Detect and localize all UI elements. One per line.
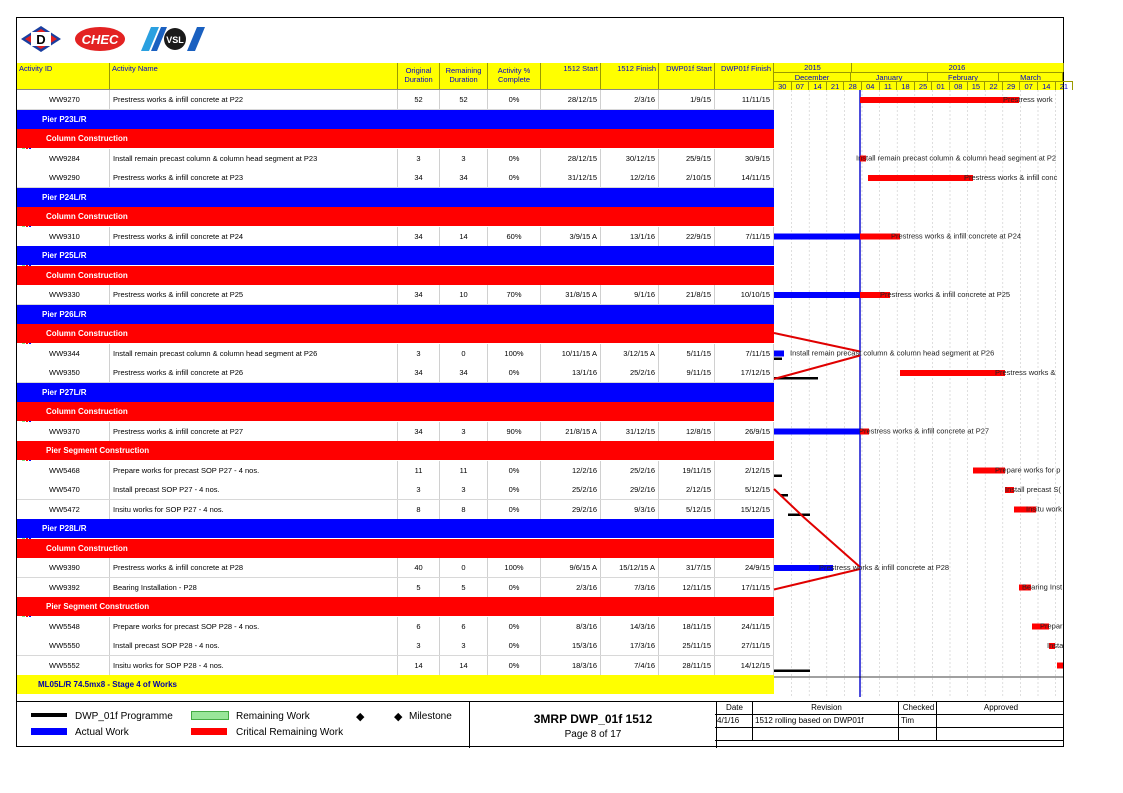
start-cell: 31/8/15 A [541, 285, 601, 304]
programme-swatch [31, 713, 67, 717]
remaining-duration-cell: 34 [440, 168, 488, 187]
group-label: Column Construction [46, 134, 128, 143]
project-summary-row[interactable] [17, 675, 774, 694]
activity-name-cell: Bearing Installation - P28 [110, 578, 398, 597]
wbs-group-row[interactable] [17, 110, 774, 129]
finish-cell: 30/12/15 [601, 149, 659, 168]
timeline-year: 2016 [851, 63, 1064, 72]
page-number: Page 8 of 17 [564, 729, 622, 740]
original-duration-cell: 11 [398, 461, 440, 480]
remaining-duration-cell: 52 [440, 90, 488, 109]
original-duration-cell: 5 [398, 578, 440, 597]
dwp-finish-cell: 24/11/15 [715, 617, 774, 636]
table-row[interactable] [17, 500, 774, 520]
activity-name-cell: Prepare works for precast SOP P27 - 4 nos. [110, 461, 398, 480]
critical-remaining-bar [868, 175, 973, 181]
percent-complete-cell: 0% [488, 617, 541, 636]
start-cell: 9/6/15 A [541, 558, 601, 577]
dwp-finish-cell: 11/11/15 [715, 90, 774, 109]
remaining-duration-cell: 0 [440, 558, 488, 577]
activity-id-cell: WW9330 [17, 285, 110, 304]
bar-label: Prestress work [1003, 95, 1053, 104]
programme-bar [774, 670, 810, 673]
dwp-finish-cell: 27/11/15 [715, 636, 774, 655]
wbs-group-row[interactable] [17, 519, 774, 538]
col-remaining-duration[interactable]: Remaining Duration [440, 63, 488, 89]
group-label: Column Construction [46, 212, 128, 221]
table-row[interactable] [17, 558, 774, 578]
table-row[interactable] [17, 480, 774, 500]
legend-actual: Actual Work [75, 727, 129, 738]
dwp-start-cell: 5/12/15 [659, 500, 715, 519]
timeline-week: 25 [915, 81, 933, 90]
activity-name-cell: Prestress works & infill concrete at P23 [110, 168, 398, 187]
group-label: Column Construction [46, 543, 128, 553]
rev-approved [937, 715, 1063, 728]
bar-label: Prestress works & infill concrete at P27 [859, 426, 990, 436]
dwp-start-cell: 2/12/15 [659, 480, 715, 499]
finish-cell: 2/3/16 [601, 90, 659, 109]
percent-complete-cell: 0% [488, 636, 541, 655]
wbs-subgroup-row[interactable] [17, 266, 774, 285]
col-1512-start[interactable]: 1512 Start [541, 63, 601, 89]
logo-strip [17, 18, 1063, 64]
dwp-finish-cell: 7/11/15 [715, 227, 774, 246]
actual-swatch [31, 728, 67, 735]
schedule-sheet [16, 17, 1069, 747]
activity-name-cell: Insitu works for SOP P27 - 4 nos. [110, 500, 398, 519]
actual-work-bar [774, 351, 784, 357]
finish-cell: 7/3/16 [601, 578, 659, 597]
original-duration-cell: 34 [398, 168, 440, 187]
percent-complete-cell: 100% [488, 344, 541, 363]
milestone-icon: ◆ [356, 711, 365, 723]
dwp-start-cell: 12/8/15 [659, 422, 715, 441]
activity-name-cell: Prepare works for precast SOP P28 - 4 nos. [110, 617, 398, 636]
timeline-week: 22 [985, 81, 1003, 90]
rev-empty-description [753, 728, 899, 741]
rev-description: 1512 rolling based on DWP01f [753, 715, 899, 728]
activity-id-cell: WW9290 [17, 168, 110, 187]
timeline-month: March [999, 72, 1063, 81]
dwp-finish-cell: 14/12/15 [715, 656, 774, 675]
wbs-group-row[interactable] [17, 383, 774, 402]
bar-label: Prestress works & infill concrete at P24 [891, 231, 1022, 241]
finish-cell: 9/1/16 [601, 285, 659, 304]
percent-complete-cell: 0% [488, 500, 541, 519]
percent-complete-cell: 90% [488, 422, 541, 441]
dwp-finish-cell: 7/11/15 [715, 344, 774, 363]
group-label: ML05L/R 74.5mx8 - Stage 4 of Works [38, 680, 178, 689]
d-logo-text: D [36, 32, 46, 47]
chec-logo [74, 25, 126, 53]
table-row[interactable] [17, 422, 774, 442]
dwp-start-cell: 25/11/15 [659, 636, 715, 655]
start-cell: 12/2/16 [541, 461, 601, 480]
table-row[interactable] [17, 285, 774, 305]
wbs-group-row[interactable] [17, 305, 774, 324]
activity-name-cell: Prestress works & infill concrete at P24 [110, 227, 398, 246]
bar-label: Insta [1047, 641, 1064, 650]
actual-work-bar [774, 234, 860, 240]
timeline-week: 14 [809, 81, 827, 90]
original-duration-cell: 52 [398, 90, 440, 109]
dwp-start-cell: 22/9/15 [659, 227, 715, 246]
original-duration-cell: 34 [398, 227, 440, 246]
finish-cell: 25/2/16 [601, 461, 659, 480]
dwp-finish-cell: 15/12/15 [715, 500, 774, 519]
sheet-title: 3MRP DWP_01f 1512 [533, 712, 653, 726]
finish-cell: 9/3/16 [601, 500, 659, 519]
remaining-duration-cell: 14 [440, 656, 488, 675]
dwp-finish-cell: 24/9/15 [715, 558, 774, 577]
group-label: Pier P27L/R [42, 387, 87, 397]
remaining-duration-cell: 14 [440, 227, 488, 246]
original-duration-cell: 14 [398, 656, 440, 675]
timeline-month: January [851, 72, 928, 81]
legend-and-title-block [17, 701, 1063, 748]
activity-id-cell: WW9390 [17, 558, 110, 577]
activity-id-cell: WW5548 [17, 617, 110, 636]
group-label: Pier P26L/R [42, 309, 87, 319]
remaining-duration-cell: 3 [440, 422, 488, 441]
col-original-duration[interactable]: Original Duration [398, 63, 440, 89]
finish-cell: 15/12/15 A [601, 558, 659, 577]
col-dwp-finish[interactable]: DWP01f Finish [715, 63, 774, 89]
original-duration-cell: 8 [398, 500, 440, 519]
bar-label: Insitu work [1026, 504, 1062, 514]
activity-id-cell: WW9392 [17, 578, 110, 597]
start-cell: 28/12/15 [541, 90, 601, 109]
activity-id-cell: WW5468 [17, 461, 110, 480]
activity-id-cell: WW9270 [17, 90, 110, 109]
start-cell: 3/9/15 A [541, 227, 601, 246]
col-percent-complete[interactable]: Activity % Complete [488, 63, 541, 89]
original-duration-cell: 34 [398, 363, 440, 382]
legend-remaining: Remaining Work [236, 711, 310, 722]
dwp-finish-cell: 14/11/15 [715, 168, 774, 187]
activity-name-cell: Prestress works & infill concrete at P26 [110, 363, 398, 382]
col-dwp-start[interactable]: DWP01f Start [659, 63, 715, 89]
bar-label: Prepar [1040, 621, 1063, 631]
timeline-year: 2015 [774, 63, 852, 72]
actual-work-bar [774, 429, 860, 435]
group-label: Pier Segment Construction [46, 602, 150, 611]
timeline-week: 29 [1003, 81, 1021, 90]
remaining-duration-cell: 5 [440, 578, 488, 597]
group-label: Column Construction [46, 329, 128, 338]
bar-label: Prestress works & infill conc [964, 173, 1058, 182]
activity-name-cell: Prestress works & infill concrete at P25 [110, 285, 398, 304]
group-label: Pier P23L/R [42, 114, 87, 124]
critical-remaining-bar [900, 370, 1005, 376]
dwp-finish-cell: 5/12/15 [715, 480, 774, 499]
wbs-subgroup-row[interactable] [17, 441, 774, 460]
bar-label: Prestress works & infill concrete at P28 [819, 563, 950, 572]
timeline-week: 04 [862, 81, 880, 90]
dwp-finish-cell: 2/12/15 [715, 461, 774, 480]
rev-empty-date [715, 728, 753, 741]
group-label: Pier P24L/R [42, 192, 87, 202]
remaining-duration-cell: 8 [440, 500, 488, 519]
finish-cell: 17/3/16 [601, 636, 659, 655]
table-row[interactable] [17, 168, 774, 188]
start-cell: 29/2/16 [541, 500, 601, 519]
remaining-swatch [191, 711, 229, 720]
activity-id-cell: WW9370 [17, 422, 110, 441]
wbs-subgroup-row[interactable] [17, 539, 774, 558]
timeline-week: 30 [774, 81, 792, 90]
group-label: Pier P28L/R [42, 524, 87, 533]
critical-remaining-bar [1057, 663, 1063, 669]
table-row[interactable] [17, 90, 774, 110]
percent-complete-cell: 70% [488, 285, 541, 304]
activity-id-cell: WW9344 [17, 344, 110, 363]
activity-id-cell: WW5550 [17, 636, 110, 655]
rev-header-revision: Revision [753, 702, 899, 715]
rev-checked: Tim [899, 715, 937, 728]
legend-critical: Critical Remaining Work [236, 727, 344, 738]
wbs-subgroup-row[interactable] [17, 207, 774, 226]
rev-date: 4/1/16 [715, 715, 753, 728]
percent-complete-cell: 0% [488, 656, 541, 675]
rev-empty-approved [937, 728, 1063, 741]
start-cell: 2/3/16 [541, 578, 601, 597]
finish-cell: 29/2/16 [601, 480, 659, 499]
original-duration-cell: 3 [398, 636, 440, 655]
bar-label: Prepare works for p [995, 465, 1061, 475]
col-1512-finish[interactable]: 1512 Finish [601, 63, 659, 89]
bar-label: Bearing Inst [1022, 582, 1063, 592]
timeline-week: 18 [897, 81, 915, 90]
dwp-start-cell: 9/11/15 [659, 363, 715, 382]
activity-name-cell: Insitu works for SOP P28 - 4 nos. [110, 656, 398, 675]
start-cell: 21/8/15 A [541, 422, 601, 441]
percent-complete-cell: 0% [488, 461, 541, 480]
relationship-line [774, 489, 860, 567]
percent-complete-cell: 0% [488, 149, 541, 168]
percent-complete-cell: 60% [488, 227, 541, 246]
activity-id-cell: WW9310 [17, 227, 110, 246]
critical-remaining-bar [860, 97, 1019, 103]
remaining-duration-cell: 3 [440, 480, 488, 499]
wbs-subgroup-row[interactable] [17, 402, 774, 421]
timeline-month: December [774, 72, 851, 81]
finish-cell: 7/4/16 [601, 656, 659, 675]
table-row[interactable] [17, 227, 774, 247]
percent-complete-cell: 0% [488, 90, 541, 109]
start-cell: 10/11/15 A [541, 344, 601, 363]
finish-cell: 13/1/16 [601, 227, 659, 246]
table-row[interactable] [17, 578, 774, 598]
remaining-duration-cell: 3 [440, 149, 488, 168]
activity-id-cell: WW9350 [17, 363, 110, 382]
bar-label: Install remain precast column & column head segment at P26 [790, 348, 995, 358]
activity-id-cell: WW5552 [17, 656, 110, 675]
critical-swatch [191, 728, 227, 735]
activity-name-cell: Prestress works & infill concrete at P28 [110, 558, 398, 577]
finish-cell: 31/12/15 [601, 422, 659, 441]
vsl-logo [137, 25, 207, 53]
original-duration-cell: 6 [398, 617, 440, 636]
rev-empty-checked [899, 728, 937, 741]
rev-header-approved: Approved [937, 702, 1063, 715]
original-duration-cell: 34 [398, 285, 440, 304]
finish-cell: 3/12/15 A [601, 344, 659, 363]
original-duration-cell: 3 [398, 480, 440, 499]
d-logo [20, 25, 62, 53]
start-cell: 13/1/16 [541, 363, 601, 382]
original-duration-cell: 34 [398, 422, 440, 441]
vsl-logo-text: VSL [166, 35, 184, 45]
bar-label: Prestress works & infill concrete at P25 [880, 290, 1011, 299]
start-cell: 25/2/16 [541, 480, 601, 499]
rev-header-date: Date [715, 702, 753, 715]
wbs-group-row[interactable] [17, 246, 774, 265]
legend-milestone: Milestone [409, 711, 452, 722]
timeline-week: 28 [844, 81, 862, 90]
remaining-duration-cell: 3 [440, 636, 488, 655]
dwp-finish-cell: 10/10/15 [715, 285, 774, 304]
legend-programme: DWP_01f Programme [75, 711, 173, 722]
dwp-finish-cell: 26/9/15 [715, 422, 774, 441]
activity-name-cell: Prestress works & infill concrete at P22 [110, 90, 398, 109]
bar-label: Prestress works & [995, 368, 1056, 377]
timeline-week: 08 [950, 81, 968, 90]
percent-complete-cell: 0% [488, 578, 541, 597]
start-cell: 28/12/15 [541, 149, 601, 168]
programme-bar [774, 358, 782, 361]
start-cell: 8/3/16 [541, 617, 601, 636]
table-row[interactable] [17, 461, 774, 481]
table-row[interactable] [17, 617, 774, 637]
group-label: Pier P25L/R [42, 251, 87, 260]
dwp-start-cell: 18/11/15 [659, 617, 715, 636]
activity-name-cell: Install remain precast column & column head segment at P23 [110, 149, 398, 168]
timeline-week: 07 [1020, 81, 1038, 90]
milestone-legend-icon: ◆ [394, 711, 403, 723]
remaining-duration-cell: 11 [440, 461, 488, 480]
chec-logo-text: CHEC [81, 32, 119, 47]
finish-cell: 25/2/16 [601, 363, 659, 382]
percent-complete-cell: 100% [488, 558, 541, 577]
table-row[interactable] [17, 363, 774, 383]
rev-header-checked: Checked [899, 702, 937, 715]
gantt-chart [774, 63, 1069, 697]
dwp-start-cell: 12/11/15 [659, 578, 715, 597]
dwp-start-cell: 2/10/15 [659, 168, 715, 187]
table-row[interactable] [17, 344, 774, 364]
dwp-finish-cell: 17/12/15 [715, 363, 774, 382]
gantt-canvas [774, 63, 1063, 697]
remaining-duration-cell: 10 [440, 285, 488, 304]
dwp-start-cell: 31/7/15 [659, 558, 715, 577]
dwp-start-cell: 19/11/15 [659, 461, 715, 480]
relationship-line [774, 569, 860, 590]
timeline-week: 21 [1056, 81, 1074, 90]
original-duration-cell: 40 [398, 558, 440, 577]
group-label: Column Construction [46, 270, 128, 280]
bar-label: Install remain precast column & column head segment at P2 [856, 153, 1057, 163]
start-cell: 18/3/16 [541, 656, 601, 675]
finish-cell: 14/3/16 [601, 617, 659, 636]
activity-id-cell: WW9284 [17, 149, 110, 168]
activity-id-cell: WW5470 [17, 480, 110, 499]
activity-name-cell: Install precast SOP P27 - 4 nos. [110, 480, 398, 499]
dwp-start-cell: 28/11/15 [659, 656, 715, 675]
timeline-week: 14 [1038, 81, 1056, 90]
table-row[interactable] [17, 636, 774, 656]
original-duration-cell: 3 [398, 344, 440, 363]
remaining-duration-cell: 0 [440, 344, 488, 363]
activity-name-cell: Prestress works & infill concrete at P27 [110, 422, 398, 441]
percent-complete-cell: 0% [488, 363, 541, 382]
relationship-line [774, 356, 860, 380]
activity-id-cell: WW5472 [17, 500, 110, 519]
wbs-subgroup-row[interactable] [17, 129, 774, 148]
timeline-week: 01 [932, 81, 950, 90]
percent-complete-cell: 0% [488, 168, 541, 187]
group-label: Column Construction [46, 407, 128, 416]
wbs-group-row[interactable] [17, 188, 774, 207]
wbs-subgroup-row[interactable] [17, 597, 774, 616]
timeline-week: 07 [792, 81, 810, 90]
dwp-start-cell: 21/8/15 [659, 285, 715, 304]
timeline-week: 11 [880, 81, 898, 90]
col-activity-name[interactable]: Activity Name [110, 63, 398, 89]
dwp-finish-cell: 30/9/15 [715, 149, 774, 168]
bar-label: Install precast S( [1005, 485, 1061, 494]
dwp-start-cell: 1/9/15 [659, 90, 715, 109]
title-block [469, 702, 717, 748]
activity-name-cell: Install remain precast column & column head segment at P26 [110, 344, 398, 363]
actual-work-bar [774, 292, 860, 298]
start-cell: 15/3/16 [541, 636, 601, 655]
remaining-duration-cell: 34 [440, 363, 488, 382]
timeline-month: February [928, 72, 999, 81]
timeline-week: 15 [968, 81, 986, 90]
dwp-finish-cell: 17/11/15 [715, 578, 774, 597]
col-activity-id[interactable]: Activity ID [17, 63, 110, 89]
group-label: Pier Segment Construction [46, 446, 150, 455]
finish-cell: 12/2/16 [601, 168, 659, 187]
activity-name-cell: Install precast SOP P28 - 4 nos. [110, 636, 398, 655]
programme-bar [774, 475, 782, 478]
table-row[interactable] [17, 656, 774, 676]
dwp-start-cell: 25/9/15 [659, 149, 715, 168]
dwp-start-cell: 5/11/15 [659, 344, 715, 363]
percent-complete-cell: 0% [488, 480, 541, 499]
timeline-week: 21 [827, 81, 845, 90]
table-row[interactable] [17, 149, 774, 169]
start-cell: 31/12/15 [541, 168, 601, 187]
revision-table [715, 702, 1063, 748]
wbs-subgroup-row[interactable] [17, 324, 774, 343]
remaining-duration-cell: 6 [440, 617, 488, 636]
original-duration-cell: 3 [398, 149, 440, 168]
